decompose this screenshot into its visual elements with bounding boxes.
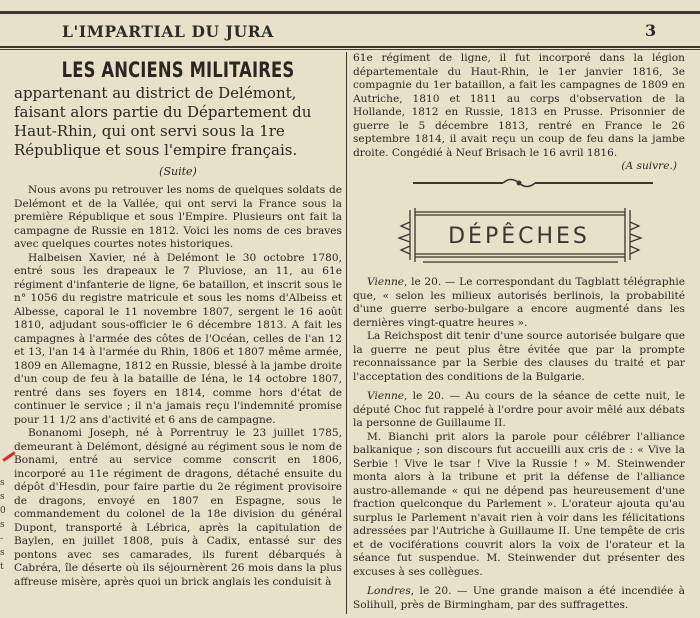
article-paragraph: Nous avons pu retrouver les noms de quelques soldats de Delémont et de la Vallée, qui ont servi la France sous la première République et sous l'Empire. Plusieurs ont fait la campagne de Russie en 1812. Voici les noms de ces braves avec quelques courtes notes historiques. [14,184,342,250]
right-column [353,52,685,618]
ornament-rule-icon [353,174,685,192]
dispatch-vienne-1 [353,276,685,384]
dispatch-paragraph [353,390,685,431]
masthead-rule [0,46,700,48]
dispatch-vienne-2 [353,390,685,579]
masthead [0,18,700,44]
depeches-heading-box [353,202,685,268]
article-paragraph: Bonanomi Joseph, né à Porrentruy le 23 juillet 1785, demeurant à Delémont, désigné au régiment sous le nom de Bonami, entré au service comme conscrit en 1806, incorporé au 11e régiment de dragons, détaché ensuite du dépôt d'Hesdin, pour faire partie du 2e régiment provisoire de dragons, envoyé en 1807 en Espagne, sous le commandement du colonel de la 18e division du général Dupont, transporté à Lébrica, après la capitulation de Baylen, en juillet 1808, puis à Cadix, entassé sur des pontons avec ses camarades, ils furent débarqués à Cabréra, île déserte où ils séjournèrent 26 mois dans la plus affreuse misère, après quoi un brick anglais les conduisit à [14,427,342,588]
dispatch-text: , le 20. — Le correspondant du Tagblatt télégraphie que, « selon les milieux autorisés berlinois, la probabilité d'une guerre serbo-bulgare a encore augmenté dans les dernières vingt-quatre heures ». [353,276,685,329]
edge-fragment: s [0,520,5,530]
top-border-rule [0,11,700,14]
dispatch-paragraph: M. Bianchi prit alors la parole pour célébrer l'alliance balkanique ; son discours fut accueilli aux cris de : « Vive la Serbie ! Vive le tsar ! Vive la Russie ! » M. Steinwender monta alors à la tribune et prit la défense de l'alliance austro-allemande « qui ne dépend pas heureusement d'une fraction quelconque du Parlement ». L'orateur ajouta qu'au surplus le Parlement n'avait rien à voir dans les félicitations adressées par l'Autriche à Guillaume II. Une tempête de cris et de vociférations couvrit alors la voix de l'orateur et la séance fut suspendue. M. Steinwender dut présenter des excuses à ses collègues. [353,430,685,578]
article-subtitle: appartenant au district de Delémont, faisant alors partie du Département du Haut-Rhin, qui ont servi sous la 1re République et sous l'empire français. [14,84,312,159]
dispatch-city: Vienne [367,276,405,288]
continuation-paragraph: 61e régiment de ligne, il fut incorporé dans la légion départementale du Haut-Rhin, le 1er janvier 1816, 3e compagnie du 1er bataillon, a fait les campagnes de 1809 en Autriche, 1810 et 1811 au corps d'observation de la Hollande, 1812 en Russie, 1813 en Prusse. Prisonnier de guerre le 5 décembre 1813, rentré en France le 26 septembre 1814, il avait reçu un coup de feu dans la jambe droite. Congédié à Neuf Brisach le 16 avril 1816. [353,52,685,159]
dispatch-text: , le 20. — Au cours de la séance de cette nuit, le député Choc fut rappelé à l'ordre pour avoir mêlé aux débats la personne de Guillaume II. [353,390,685,429]
dispatch-londres [353,585,685,612]
a-suivre-label: (A suivre.) [621,160,677,172]
edge-fragment: t [0,562,4,572]
dispatch-city: Vienne [367,390,405,402]
article-body [14,184,342,589]
edge-fragment: s [0,492,5,502]
dispatch-city: Londres [367,585,411,597]
edge-fragment: - [0,534,4,544]
dispatch-text: , le 20. — Une grande maison a été incendiée à Solihull, près de Birmingham, par des suffragettes. [353,585,685,611]
dispatch-paragraph [353,276,685,330]
edge-fragment: s [0,478,5,488]
dispatch-paragraph [353,585,685,612]
newspaper-title: L'IMPARTIAL DU JURA [62,22,274,41]
column-divider [346,52,347,614]
article-title: LES ANCIENS MILITAIRES [61,58,295,82]
edge-fragment: s [0,548,5,558]
suite-label: (Suite) [159,165,197,178]
left-column [14,52,342,589]
left-edge-fragments [0,476,12,574]
depeches-heading: DÉPÊCHES [448,224,590,249]
separator-ornament [353,174,685,192]
masthead-rule-thin [0,49,700,50]
page-number: 3 [645,21,657,40]
continuation-text [353,52,685,160]
edge-fragment: 0 [0,506,6,516]
article-paragraph: Halbeisen Xavier, né à Delémont le 30 octobre 1780, entré sous les drapeaux le 7 Pluviose, an 11, au 61e régiment d'infanterie de ligne, 6e bataillon, et inscrit sous le n° 1056 du registre matricule et sous les noms d'Albeiss et Albesse, caporal le 11 novembre 1807, sergent le 16 août 1810, adjudant sous-officier le 6 décembre 1813. A fait les campagnes à l'armée des côtes de l'Océan, celles de l'an 12 et 13, l'an 14 à l'armée du Rhin, 1806 et 1807 même armée, 1809 en Allemagne, 1812 en Russie, blessé à la jambe droite d'un coup de feu à la bataille de Iéna, le 14 octobre 1807, rentré dans ses foyers en 1814, comme hors d'état de continuer le service ; il n'a jamais reçu l'indemnité promise pour 11 1/2 ans d'activité et 6 ans de campagne. [14,251,342,426]
dispatch-paragraph: La Reichspost dit tenir d'une source autorisée bulgare que la guerre ne peut plus être évitée que par la prompte reconnaissance par la Serbie des clauses du traité et par l'acceptation des conditions de la Bulgarie. [353,330,685,383]
